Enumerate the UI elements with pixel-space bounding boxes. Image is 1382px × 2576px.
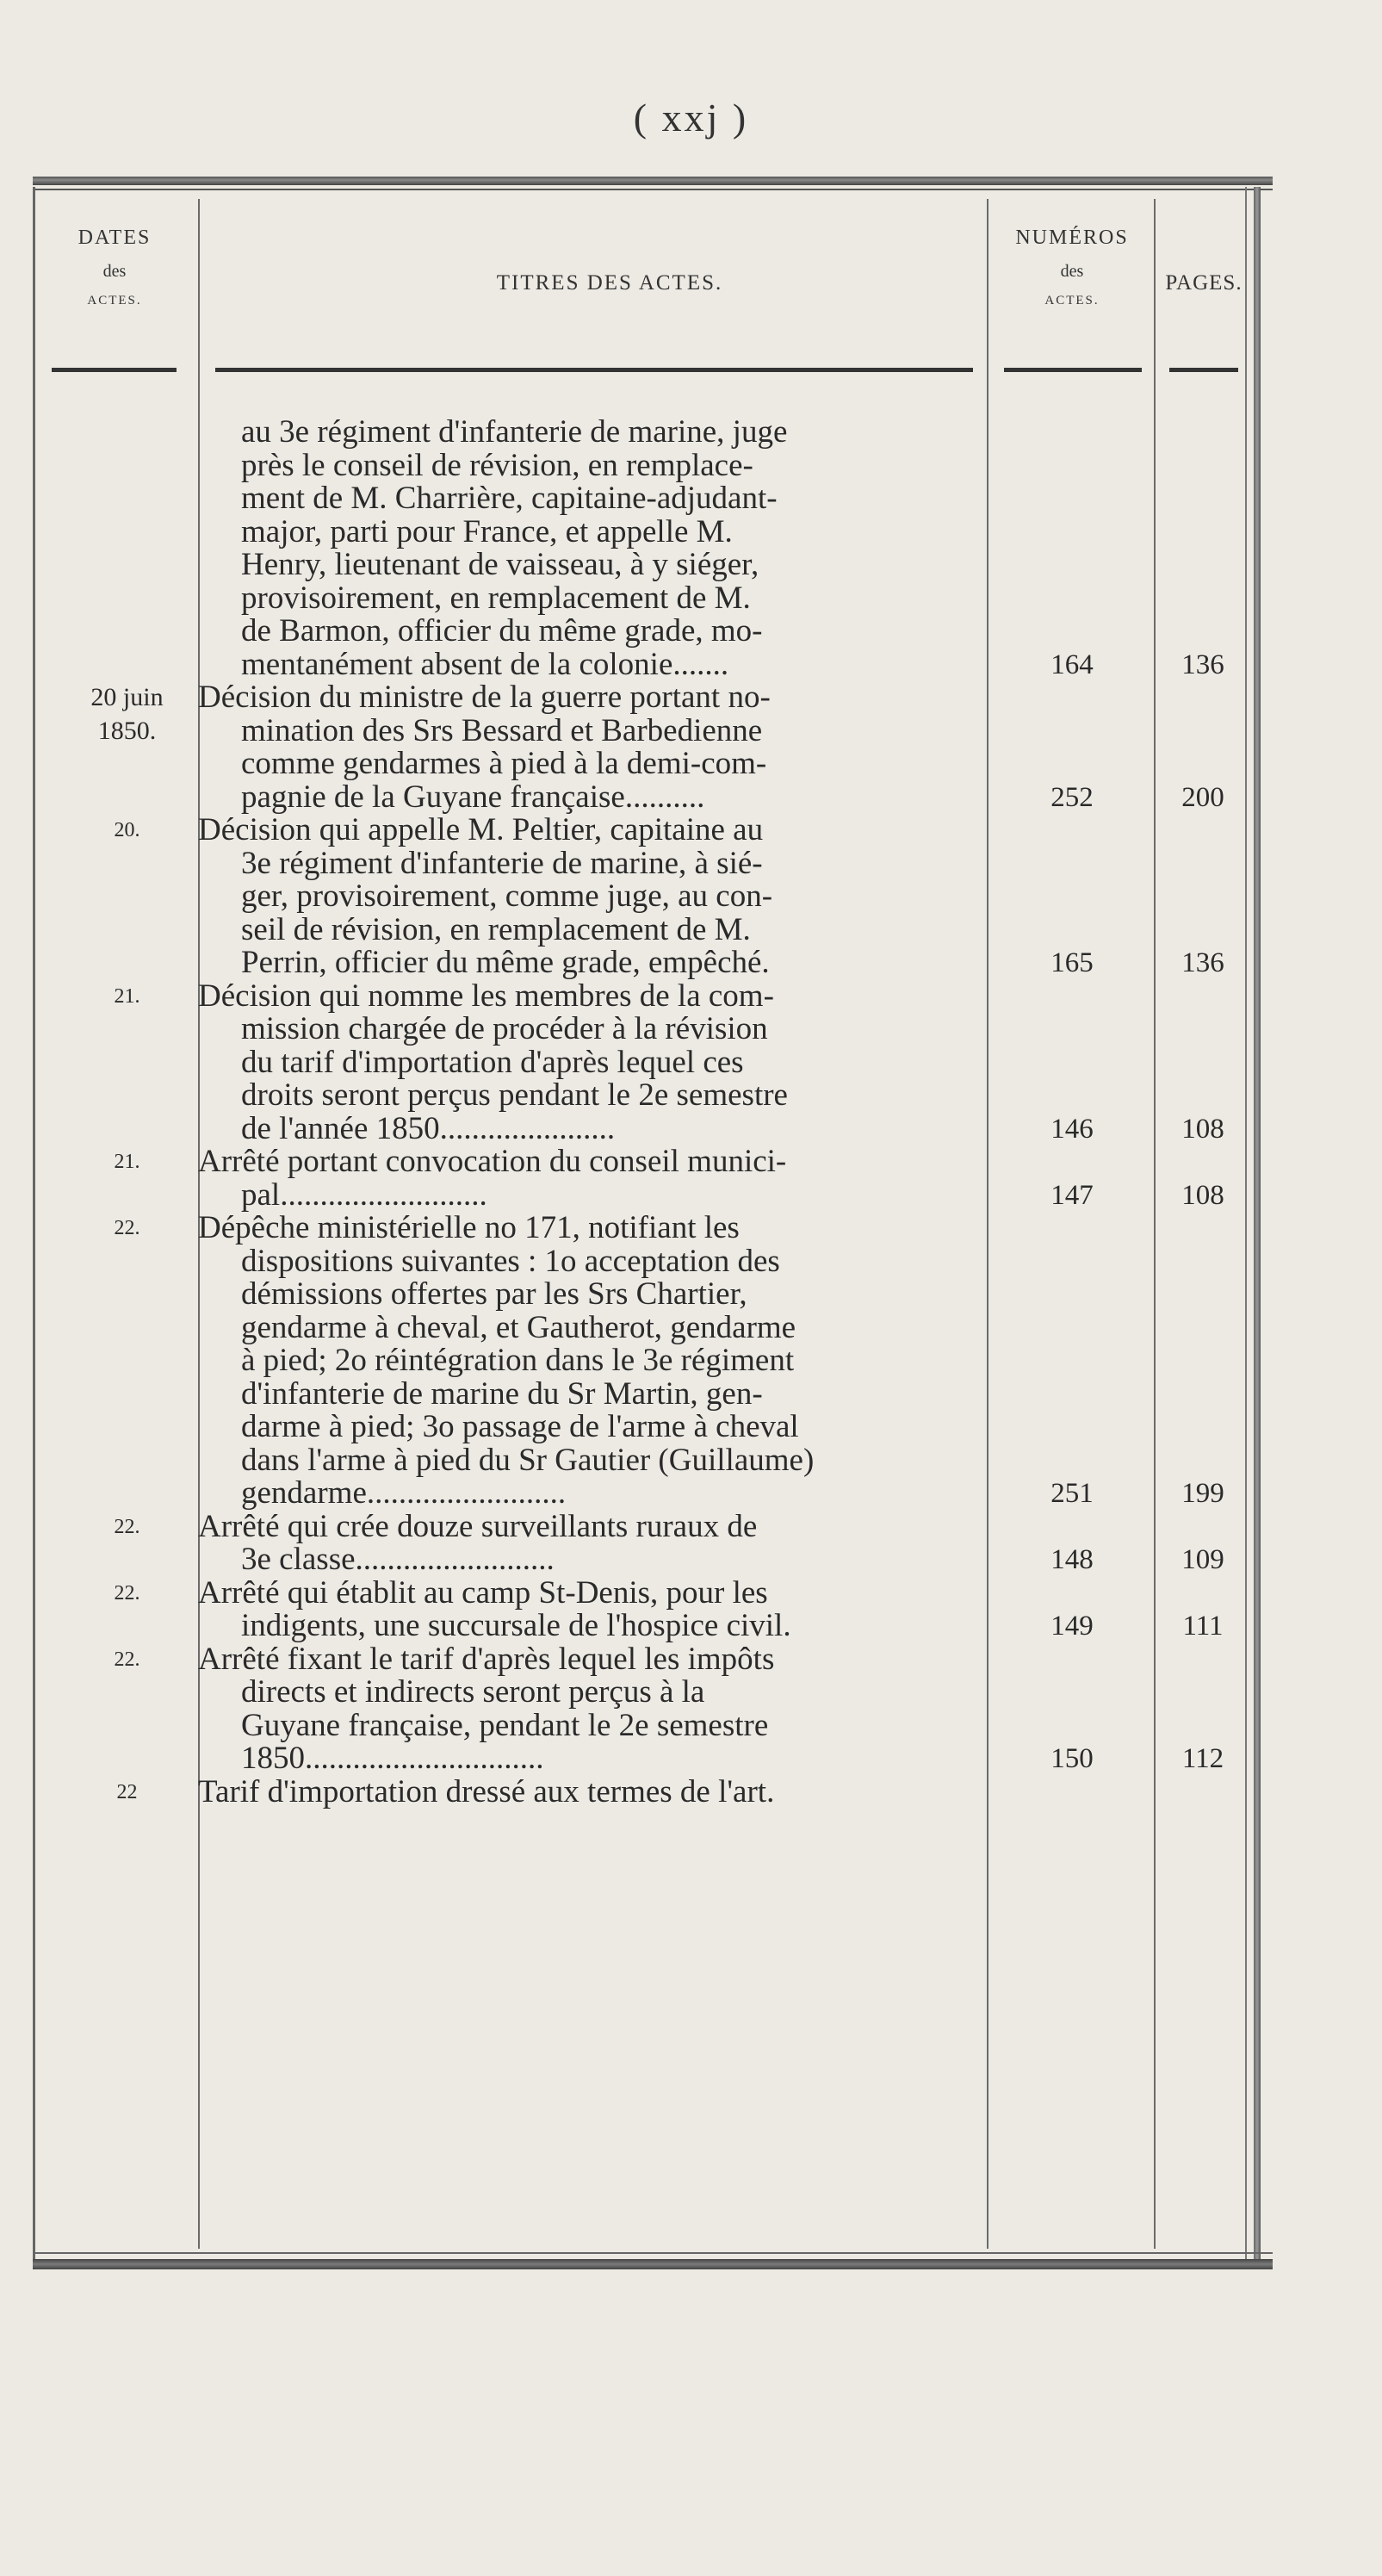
entry-text: directs et indirects seront perçus à la bbox=[241, 1676, 705, 1710]
entry-text: droits seront perçus pendant le 2e semestre bbox=[241, 1079, 788, 1113]
table-row bbox=[33, 615, 1273, 649]
entry-act-number: 165 bbox=[1050, 947, 1094, 978]
entry-date: 20 juin bbox=[90, 683, 164, 711]
entry-text: 3e classe......................... bbox=[241, 1543, 555, 1577]
entry-date: 22. bbox=[114, 1581, 140, 1605]
entry-text: au 3e régiment d'infanterie de marine, juge bbox=[241, 416, 788, 450]
entry-text: démissions offertes par les Srs Chartier, bbox=[241, 1278, 747, 1312]
entry-text: major, parti pour France, et appelle M. bbox=[241, 515, 733, 549]
table-row bbox=[33, 582, 1273, 616]
bottom-rule-thin bbox=[33, 2252, 1273, 2254]
entry-text: seil de révision, en remplacement de M. bbox=[241, 913, 751, 947]
top-rule-thin bbox=[33, 189, 1273, 190]
table-row bbox=[33, 1312, 1273, 1345]
header-dates bbox=[41, 227, 188, 308]
entry-act-number: 251 bbox=[1050, 1478, 1094, 1509]
table-row bbox=[33, 649, 1273, 682]
page-number: ( xxj ) bbox=[633, 96, 749, 140]
entry-act-number: 147 bbox=[1050, 1179, 1094, 1211]
table-row bbox=[33, 1477, 1273, 1511]
table-row bbox=[33, 1245, 1273, 1279]
entry-text: Perrin, officier du même grade, empêché. bbox=[241, 947, 770, 980]
entry-date: 1850. bbox=[97, 716, 157, 745]
entry-page: 136 bbox=[1181, 649, 1224, 680]
table-row bbox=[33, 1543, 1273, 1577]
table-row bbox=[33, 914, 1273, 947]
header-numeros-line1: NUMÉROS bbox=[1015, 227, 1129, 249]
entry-text: Arrêté portant convocation du conseil munici- bbox=[198, 1145, 787, 1179]
entry-text: Henry, lieutenant de vaisseau, à y siéger, bbox=[241, 549, 759, 582]
entry-act-number: 148 bbox=[1050, 1544, 1094, 1575]
entry-text: Arrêté qui établit au camp St-Denis, pour les bbox=[198, 1576, 768, 1610]
table-row bbox=[33, 1113, 1273, 1146]
entry-text: comme gendarmes à pied à la demi-com- bbox=[241, 748, 767, 781]
entry-page: 136 bbox=[1181, 947, 1224, 978]
header-numeros-line2: des bbox=[1060, 262, 1084, 281]
entry-date: 22. bbox=[114, 1648, 140, 1671]
table-row bbox=[33, 1710, 1273, 1743]
table-row bbox=[33, 1013, 1273, 1046]
entry-text: Arrêté qui crée douze surveillants ruraux de bbox=[198, 1510, 758, 1543]
entry-date: 22. bbox=[114, 1515, 140, 1538]
header-pages: PAGES. bbox=[1165, 271, 1243, 295]
table-row bbox=[33, 450, 1273, 483]
table-frame bbox=[33, 177, 1273, 2278]
header-dates-line3: ACTES. bbox=[87, 294, 142, 307]
entry-text: Décision qui nomme les membres de la com- bbox=[198, 979, 774, 1013]
table-row bbox=[33, 1676, 1273, 1710]
table-row bbox=[33, 715, 1273, 748]
entry-text: ger, provisoirement, comme juge, au con- bbox=[241, 880, 773, 914]
entry-text: Guyane française, pendant le 2e semestre bbox=[241, 1709, 769, 1742]
entry-page: 111 bbox=[1182, 1611, 1224, 1642]
entry-text: du tarif d'importation d'après lequel ces bbox=[241, 1046, 744, 1079]
entry-date: 20. bbox=[114, 819, 140, 841]
table-row bbox=[33, 1079, 1273, 1113]
entry-text: à pied; 2o réintégration dans le 3e régiment bbox=[241, 1344, 795, 1378]
entry-date: 22 bbox=[116, 1780, 138, 1803]
table-row bbox=[33, 880, 1273, 914]
entry-text: pal.......................... bbox=[241, 1178, 487, 1212]
table-row bbox=[33, 1278, 1273, 1312]
entry-text: d'infanterie de marine du Sr Martin, gen- bbox=[241, 1377, 763, 1411]
entry-act-number: 164 bbox=[1050, 649, 1094, 680]
entry-page: 199 bbox=[1181, 1478, 1224, 1509]
entry-page: 108 bbox=[1181, 1179, 1224, 1211]
table-row bbox=[33, 847, 1273, 881]
header-rule bbox=[1169, 368, 1238, 372]
entry-text: mentanément absent de la colonie....... bbox=[241, 648, 729, 681]
entry-page: 200 bbox=[1181, 781, 1224, 813]
entry-page: 108 bbox=[1181, 1113, 1224, 1145]
table-row bbox=[33, 781, 1273, 815]
table-row bbox=[33, 1344, 1273, 1378]
entry-text: gendarme à cheval, et Gautherot, gendarme bbox=[241, 1311, 796, 1344]
entry-page: 112 bbox=[1181, 1743, 1224, 1774]
bottom-rule bbox=[33, 2259, 1273, 2269]
header-dates-line1: DATES bbox=[77, 227, 152, 249]
table-row bbox=[33, 980, 1273, 1014]
entry-text: Tarif d'importation dressé aux termes de l'art. bbox=[198, 1775, 775, 1809]
table-row bbox=[33, 1776, 1273, 1809]
entry-text: Dépêche ministérielle no 171, notifiant les bbox=[198, 1212, 740, 1245]
table-row bbox=[33, 681, 1273, 715]
table-row bbox=[33, 416, 1273, 450]
entry-text: Décision du ministre de la guerre portant no- bbox=[198, 681, 771, 715]
entry-act-number: 150 bbox=[1050, 1743, 1094, 1774]
entry-text: de Barmon, officier du même grade, mo- bbox=[241, 615, 763, 649]
table-row bbox=[33, 947, 1273, 980]
header-rule bbox=[215, 368, 973, 372]
entry-date: 22. bbox=[114, 1217, 140, 1239]
entry-act-number: 252 bbox=[1050, 781, 1094, 813]
entry-date: 21. bbox=[114, 984, 140, 1008]
entry-text: 3e régiment d'infanterie de marine, à sié- bbox=[241, 847, 763, 880]
table-row bbox=[33, 1046, 1273, 1080]
entry-text: provisoirement, en remplacement de M. bbox=[241, 581, 751, 615]
entry-text: 1850.............................. bbox=[241, 1742, 544, 1776]
table-row bbox=[33, 1411, 1273, 1444]
table-row bbox=[33, 1444, 1273, 1478]
header-rule bbox=[52, 368, 177, 372]
entry-text: pagnie de la Guyane française.......... bbox=[241, 780, 705, 814]
header-dates-line2: des bbox=[102, 262, 127, 281]
entry-text: près le conseil de révision, en remplace- bbox=[241, 449, 753, 482]
table-row bbox=[33, 1742, 1273, 1776]
entry-act-number: 146 bbox=[1050, 1113, 1094, 1145]
entry-text: darme à pied; 3o passage de l'arme à cheval bbox=[241, 1411, 799, 1444]
header-numeros-line3: ACTES. bbox=[1044, 294, 1100, 307]
table-row bbox=[33, 1179, 1273, 1213]
header-title: TITRES DES ACTES. bbox=[496, 271, 723, 295]
entry-text: mission chargée de procéder à la révision bbox=[241, 1013, 768, 1046]
header-rule bbox=[1004, 368, 1142, 372]
table-row bbox=[33, 1610, 1273, 1643]
top-rule bbox=[33, 177, 1273, 185]
table-row bbox=[33, 1378, 1273, 1412]
table-row bbox=[33, 748, 1273, 781]
table-row bbox=[33, 482, 1273, 516]
entry-page: 109 bbox=[1181, 1544, 1224, 1575]
entry-text: dispositions suivantes : 1o acceptation des bbox=[241, 1245, 780, 1278]
table-row bbox=[33, 814, 1273, 847]
entry-text: mination des Srs Bessard et Barbedienne bbox=[241, 714, 763, 748]
entry-text: ment de M. Charrière, capitaine-adjudant- bbox=[241, 482, 778, 516]
entry-text: Arrêté fixant le tarif d'après lequel les impôts bbox=[198, 1642, 775, 1676]
entry-text: indigents, une succursale de l'hospice civil. bbox=[241, 1610, 791, 1643]
entry-text: de l'année 1850...................... bbox=[241, 1112, 616, 1145]
table-row bbox=[33, 1511, 1273, 1544]
table-row bbox=[33, 1643, 1273, 1677]
entry-text: gendarme......................... bbox=[241, 1477, 567, 1511]
entries-list bbox=[33, 416, 1273, 1809]
entry-text: dans l'arme à pied du Sr Gautier (Guillaume) bbox=[241, 1443, 815, 1477]
table-row bbox=[33, 1212, 1273, 1245]
entry-text: Décision qui appelle M. Peltier, capitaine au bbox=[198, 814, 764, 847]
table-row bbox=[33, 549, 1273, 582]
table-row bbox=[33, 1145, 1273, 1179]
table-row bbox=[33, 516, 1273, 549]
header-numeros bbox=[990, 227, 1154, 308]
entry-act-number: 149 bbox=[1050, 1611, 1094, 1642]
entry-date: 21. bbox=[114, 1151, 140, 1173]
table-row bbox=[33, 1577, 1273, 1611]
